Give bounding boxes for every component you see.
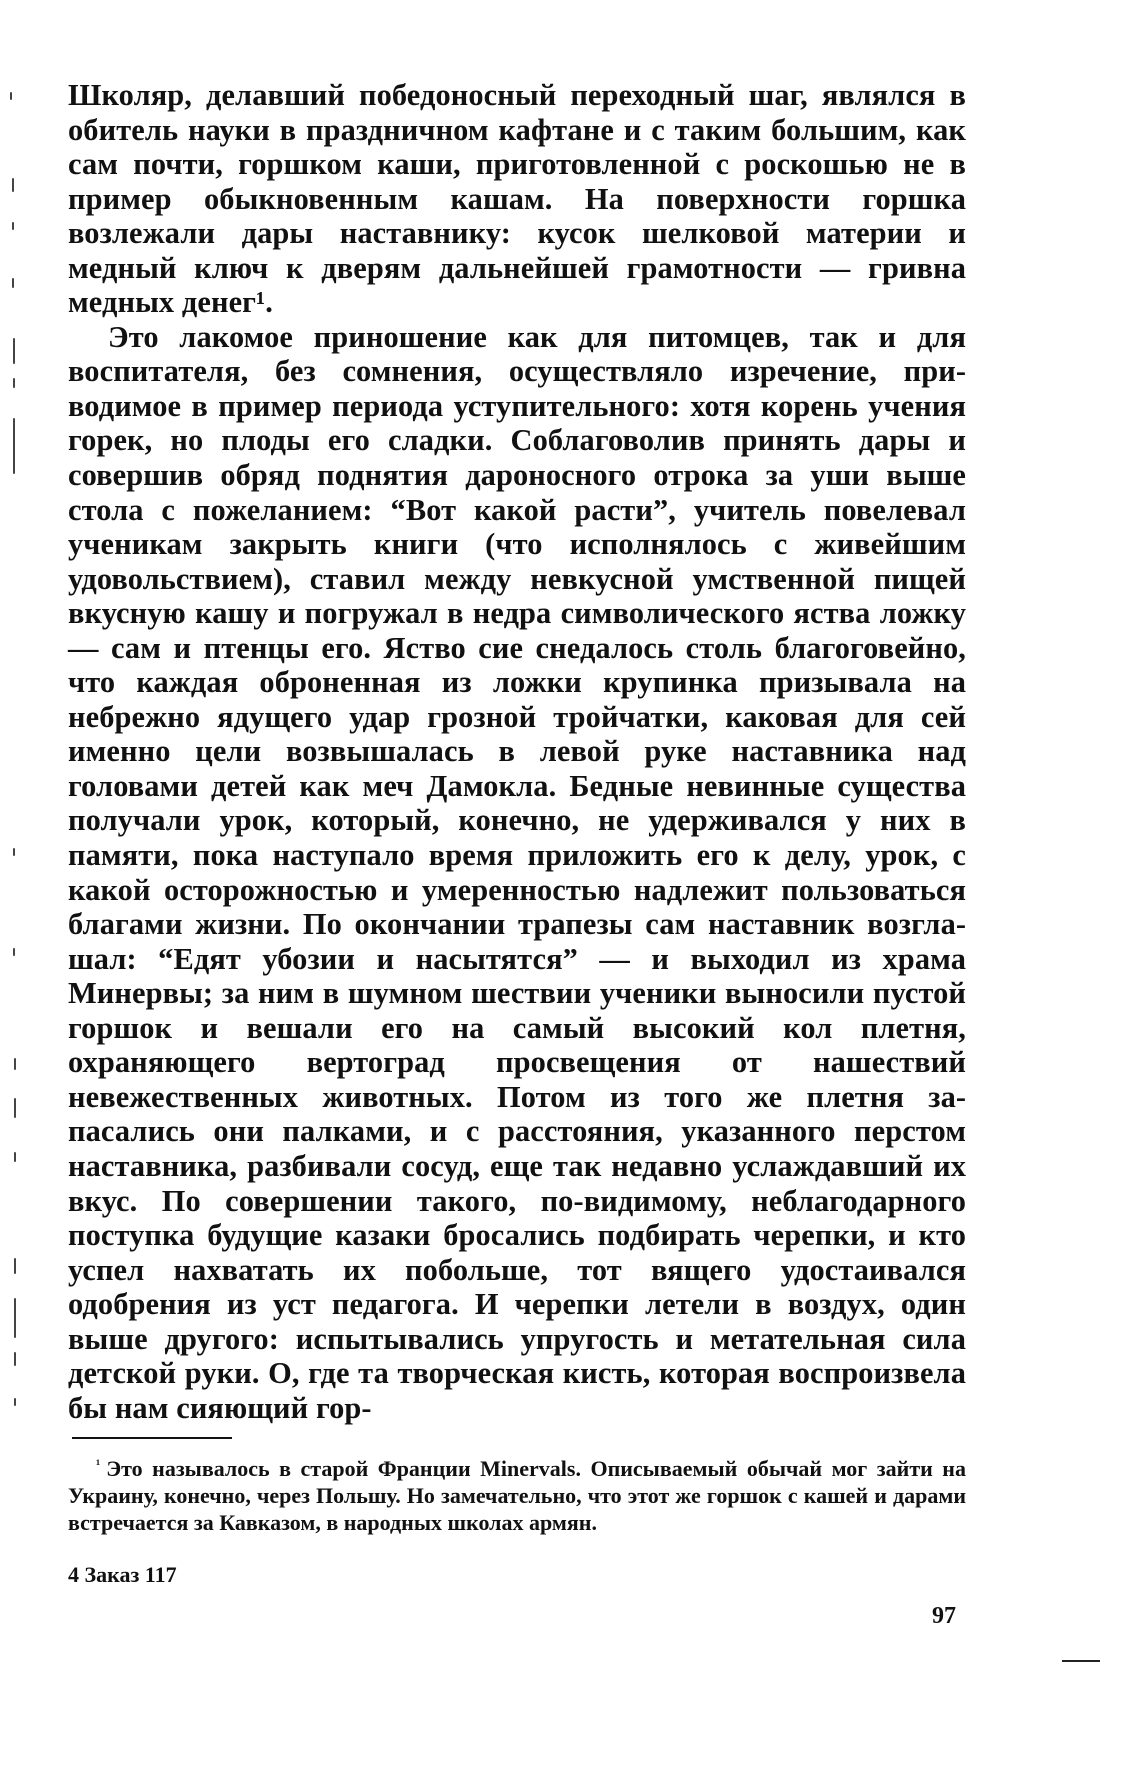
main-text	[68, 78, 966, 1425]
print-order-signature: 4 Заказ 117	[68, 1562, 177, 1587]
paragraph-1: Школяр, делавший победоносный переходный шаг, являлся в обитель науки в праздничном кафтане и с таким большим, как сам почти, горшком каши, приготовленной с роскошью не в пример обыкновенным кашам. На поверхности горшка возлежали дары наставнику: кусок шелковой материи и медный ключ к дверям дальнейшей грамотности — гривна медных денег¹.	[68, 78, 966, 320]
footnote-mark: ¹	[96, 1458, 101, 1473]
paragraph-2: Это лакомое приношение как для питомцев, так и для воспитателя, без сомнения, осуществляло изречение, приводимое в пример периода уступительного: хотя корень учения горек, но плоды его сладки. Соблаговолив принять дары и совершив обряд поднятия дароносного отрока за уши выше стола с пожеланием: “Вот какой расти”, учитель повелевал ученикам закрыть книги (что исполнялось с живейшим удовольствием), ставил между невкусной умственной пищей вкусную кашу и погружал в недра символического яства ложку — сам и птенцы его. Яство сие снедалось столь благоговейно, что каждая оброненная из ложки крупинка призывала на небрежно ядущего удар грозной тройчатки, каковая для сей именно цели возвышалась в левой руке наставника над головами детей как меч Дамокла. Бедные невинные существа получали урок, который, конечно, не удерживался у них в памяти, пока наступало время приложить его к делу, урок, с какой осторожностью и умеренностью надлежит пользоваться благами жизни. По окончании трапезы сам наставник возглашал: “Едят убозии и насытятся” — и выходил из храма Минервы; за ним в шумном шествии ученики выносили пустой горшок и вешали его на самый высокий кол плетня, охраняющего вертоград просвещения от нашествий невежественных животных. Потом из того же плетня запасались они палками, и с расстояния, указанного перстом наставника, разбивали сосуд, еще так недавно услаждавший их вкус. По совершении такого, по-видимому, неблагодарного поступка будущие казаки бросались подбирать черепки, и кто успел нахватать их побольше, тот вящего удостаивался одобрения из уст педагога. И черепки летели в воздух, один выше другого: испытывались упругость и метательная сила детской руки. О, где та творческая кисть, которая воспроизвела бы нам сияющий гор-	[68, 319, 966, 1425]
edge-mark	[1062, 1660, 1100, 1662]
footnote	[68, 1452, 966, 1537]
footnote-separator	[72, 1437, 232, 1439]
page-number: 97	[932, 1603, 956, 1629]
scan-margin-marks	[0, 0, 40, 1770]
footnote-text: Это называлось в старой Франции Minervals. Описываемый обычай мог зайти на Украину, конечно, через Польшу. Но замечательно, что этот же горшок с кашей и дарами встречается за Кавказом, в народных школах армян.	[68, 1456, 966, 1536]
